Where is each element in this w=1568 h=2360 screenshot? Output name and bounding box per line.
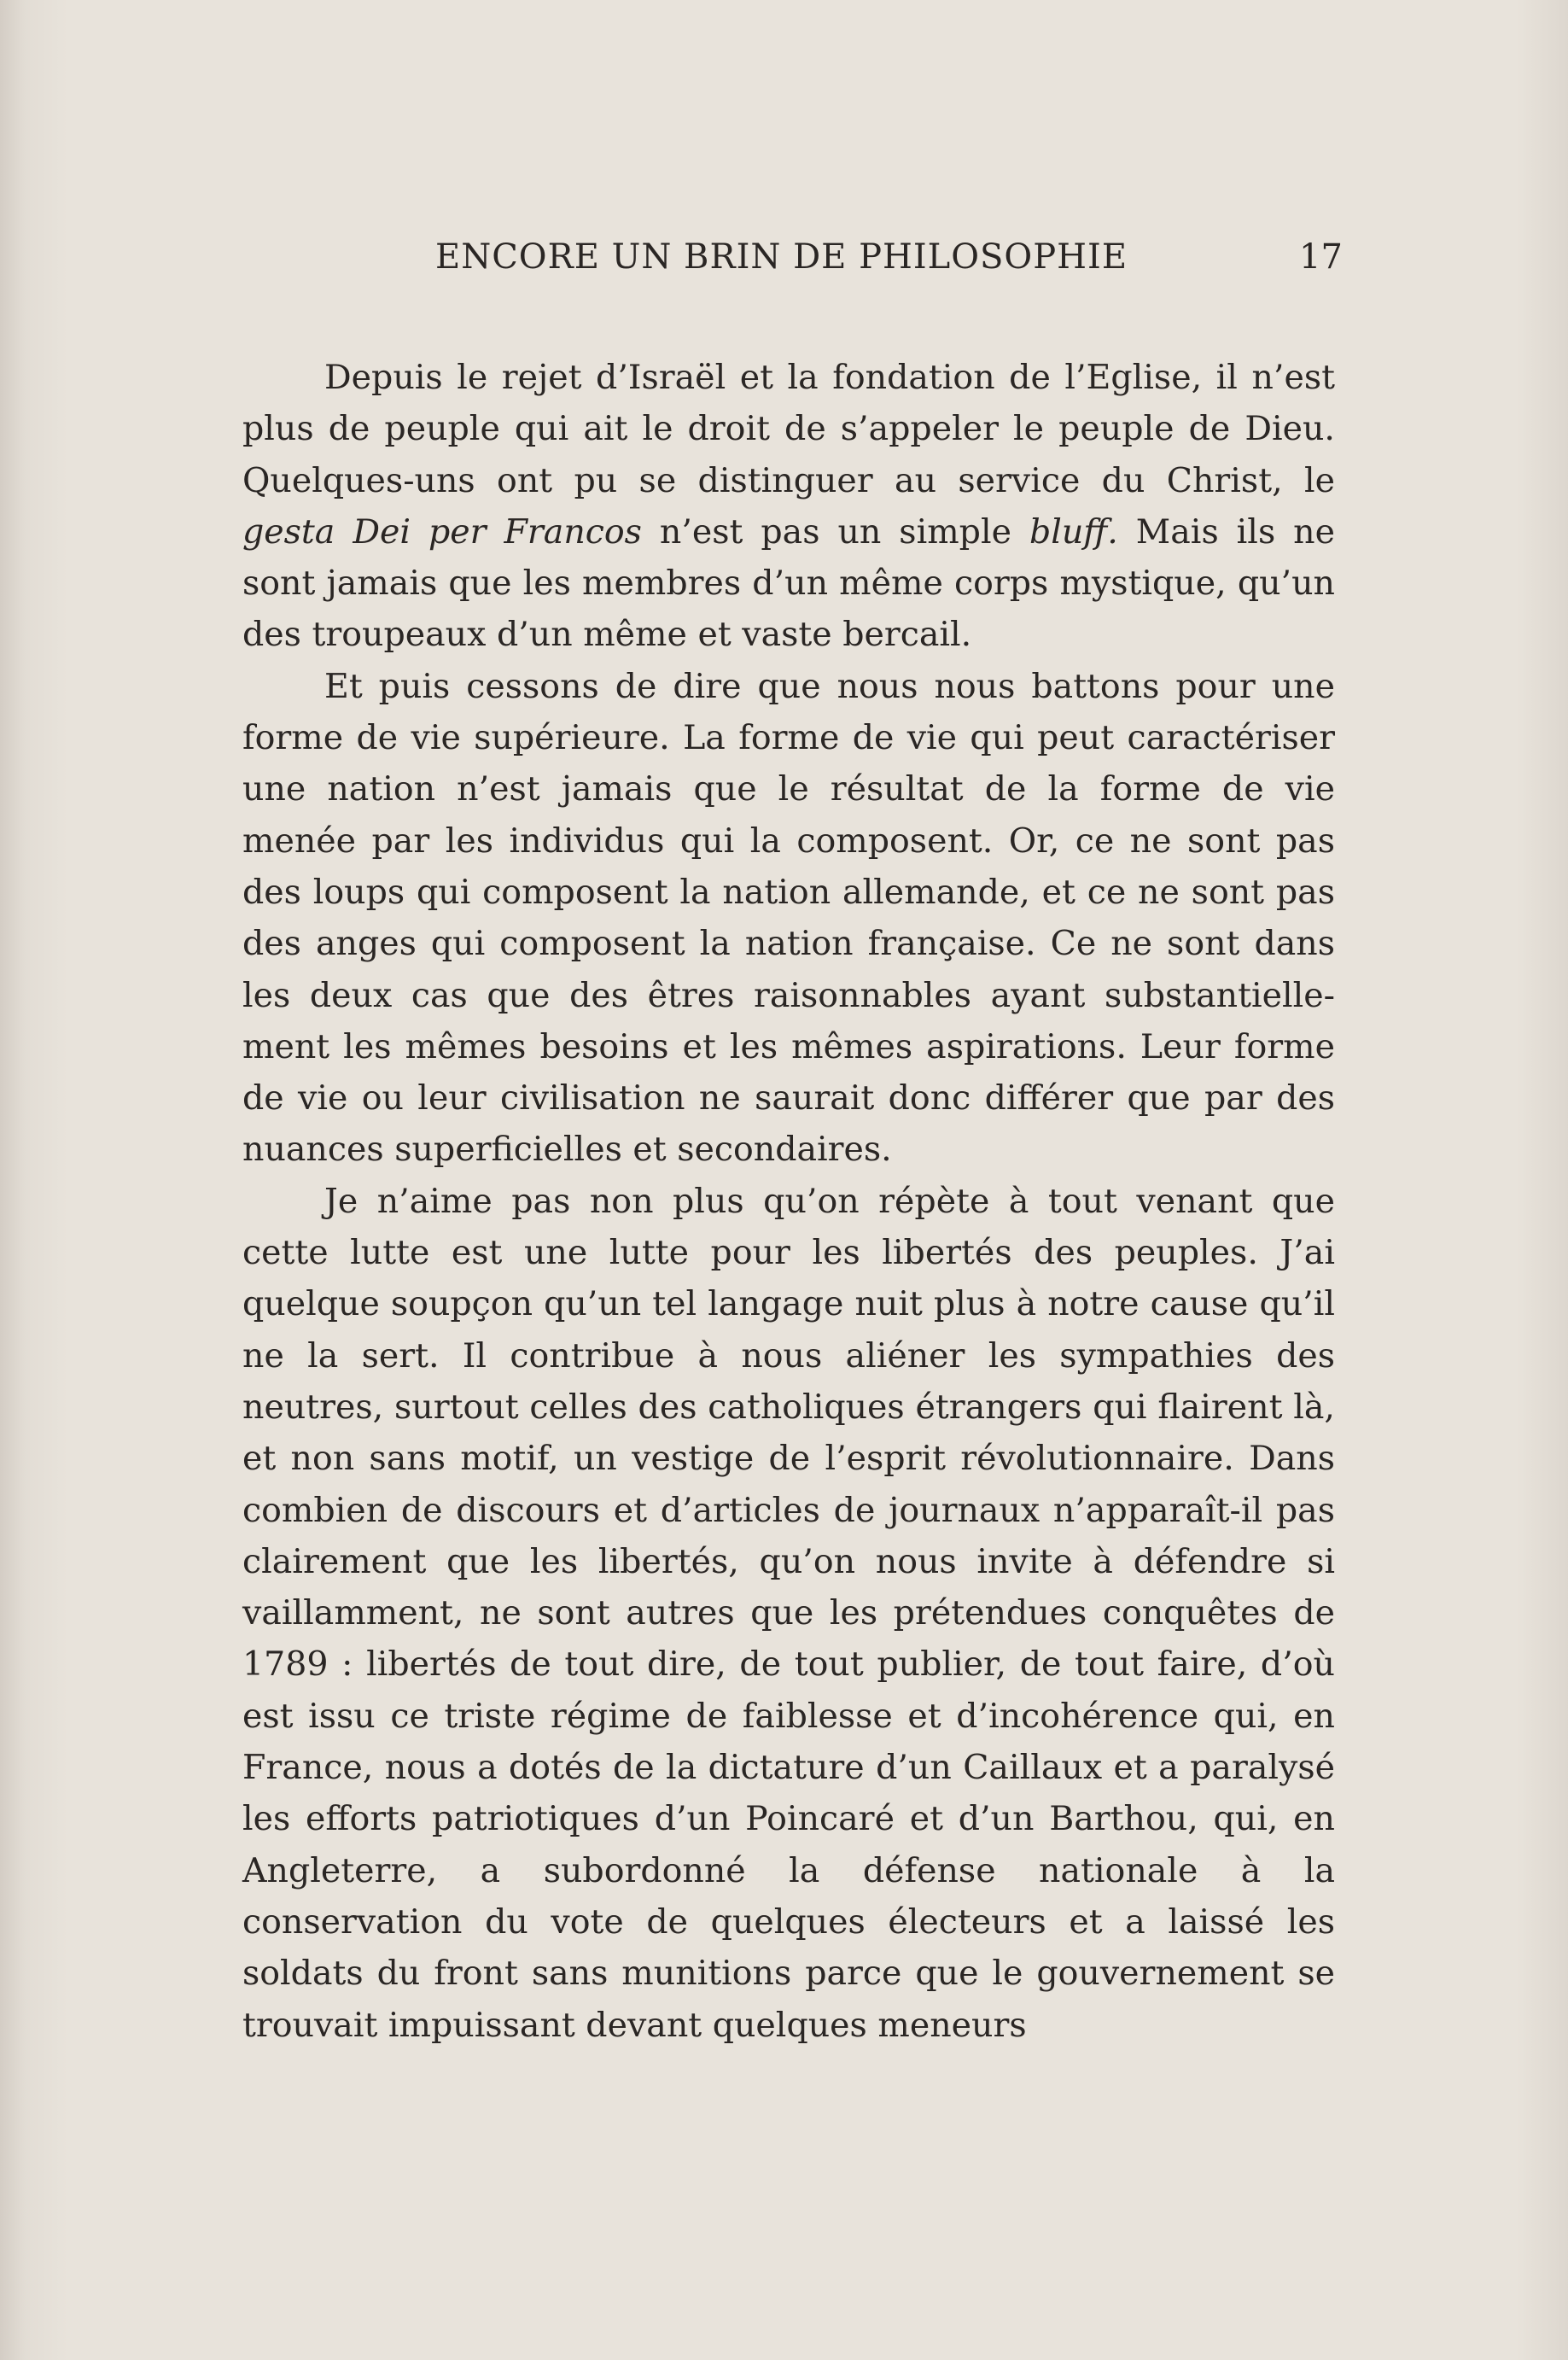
paragraph-2: Et puis cessons de dire que nous nous battons pour une forme de vie supérieure. La forme de vie qui peut caractériser une nation n’est jamais que le résultat de la forme de vie menée par les individus qui la composent. Or, ce ne sont pas des loups qui composent la nation allemande, et ce ne sont pas des anges qui composent la nation française. Ce ne sont dans les deux cas que des êtres raisonnables ayant substantiellement les mêmes besoins et les mêmes aspirations. Leur forme de vie ou leur civilisation ne saurait donc différer que par des nuances superficielles et secondaires. <box>242 666 1335 1170</box>
italic-word-bluff: bluff. <box>1029 511 1118 552</box>
italic-phrase-gesta: gesta Dei per Francos <box>242 511 642 552</box>
body-text <box>242 352 1335 2051</box>
paragraph-1-text-b: n’est pas un simple <box>641 511 1029 552</box>
page-number: 17 <box>1299 237 1343 277</box>
paragraph-1-text-a: Depuis le rejet d’Israël et la fondation de l’Eglise, il n’est plus de peuple qui ait le droit de s’appeler le peuple de Dieu. Quelques-uns ont pu se distinguer au service du Christ, le <box>242 358 1335 500</box>
paragraph-1 <box>242 352 1335 661</box>
running-head: ENCORE UN BRIN DE PHILOSOPHIE <box>435 237 1128 277</box>
paragraph-1-text-c: Mais ils ne sont jamais que les membres d’un même corps mystique, qu’un des troupeaux d’un même et vaste bercail. <box>242 511 1335 655</box>
paragraph-3: Je n’aime pas non plus qu’on répète à tout venant que cette lutte est une lutte pour les libertés des peuples. J’ai quelque soupçon qu’un tel langage nuit plus à notre cause qu’il ne la sert. Il contribue à nous aliéner les sympathies des neutres, surtout celles des catholiques étrangers qui flairent là, et non sans motif, un vestige de l’esprit révolutionnaire. Dans combien de discours et d’articles de journaux n’apparaît-il pas clairement que les libertés, qu’on nous invite à défendre si vaillamment, ne sont autres que les prétendues conquêtes de 1789 : libertés de tout dire, de tout publier, de tout faire, d’où est issu ce triste régime de faiblesse et d’incohérence qui, en France, nous a dotés de la dictature d’un Caillaux et a paralysé les efforts patriotiques d’un Poincaré et d’un Barthou, qui, en Angleterre, a subordonné la défense nationale à la conservation du vote de quelques électeurs et a laissé les soldats du front sans munitions parce que le gouvernement se trouvait impuissant devant quelques meneurs <box>242 1181 1335 2045</box>
